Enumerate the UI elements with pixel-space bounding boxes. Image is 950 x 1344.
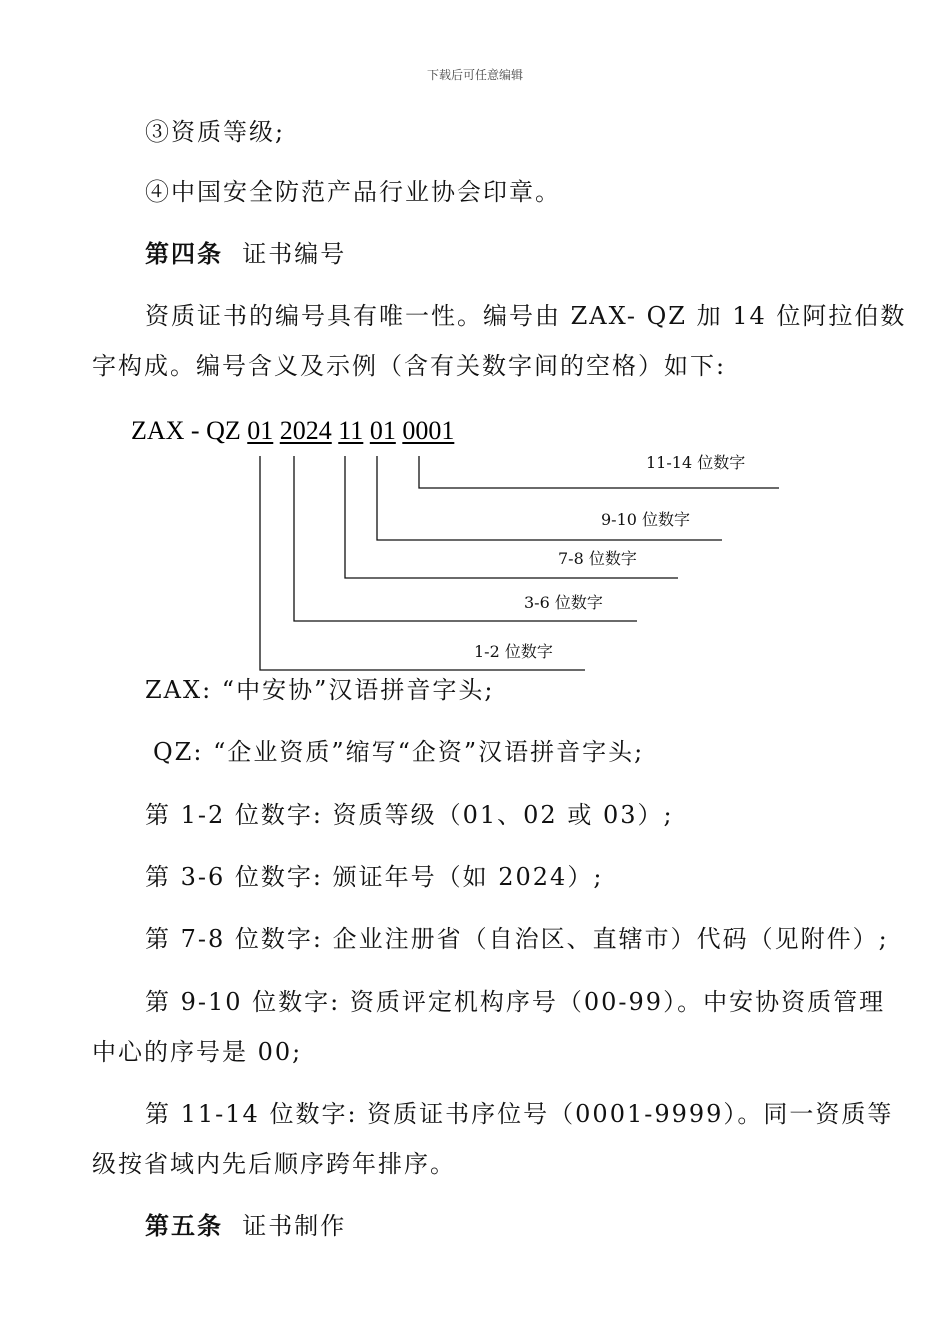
code-seg-level: 01 [247, 416, 274, 445]
item-3: ③资质等级; [145, 118, 286, 146]
def-digits-11-14-line-1: 第 11-14 位数字: 资质证书序位号（0001-9999）。同一资质等 [145, 1100, 894, 1128]
label-1-2: 1-2 位数字 [474, 642, 553, 661]
code-prefix: ZAX - QZ [131, 416, 241, 445]
def-digits-7-8: 第 7-8 位数字: 企业注册省（自治区、直辖市）代码（见附件）; [145, 925, 889, 953]
article-5-label: 第五条 [145, 1211, 223, 1240]
article-5-heading [145, 1206, 346, 1241]
para-1-line-2: 字构成。编号含义及示例（含有关数字间的空格）如下: [92, 352, 727, 380]
def-digits-1-2: 第 1-2 位数字: 资质等级（01、02 或 03）; [145, 801, 674, 829]
label-3-6: 3-6 位数字 [524, 593, 603, 612]
para-1-line-1: 资质证书的编号具有唯一性。编号由 ZAX- QZ 加 14 位阿拉伯数 [145, 302, 907, 330]
label-7-8: 7-8 位数字 [558, 549, 637, 568]
def-digits-11-14-line-2: 级按省域内先后顺序跨年排序。 [92, 1150, 456, 1178]
page-header: 下载后可任意编辑 [426, 68, 523, 82]
code-seg-agency: 01 [369, 416, 396, 445]
def-digits-9-10-line-1: 第 9-10 位数字: 资质评定机构序号（00-99）。中安协资质管理 [145, 988, 886, 1016]
article-5-title: 证书制作 [242, 1212, 347, 1240]
article-4-label: 第四条 [145, 239, 223, 268]
def-digits-3-6: 第 3-6 位数字: 颁证年号（如 2024）; [145, 863, 604, 891]
def-qz: QZ: “企业资质”缩写“企资”汉语拼音字头; [153, 738, 645, 766]
article-4-title: 证书编号 [242, 240, 347, 268]
def-zax: ZAX: “中安协”汉语拼音字头; [145, 676, 495, 704]
label-11-14: 11-14 位数字 [646, 453, 746, 472]
label-9-10: 9-10 位数字 [601, 510, 691, 529]
code-seg-province: 11 [338, 416, 364, 445]
def-digits-9-10-line-2: 中心的序号是 00; [92, 1038, 303, 1066]
code-seg-serial: 0001 [402, 416, 455, 445]
item-4: ④中国安全防范产品行业协会印章。 [145, 178, 561, 206]
code-seg-year: 2024 [279, 416, 332, 445]
